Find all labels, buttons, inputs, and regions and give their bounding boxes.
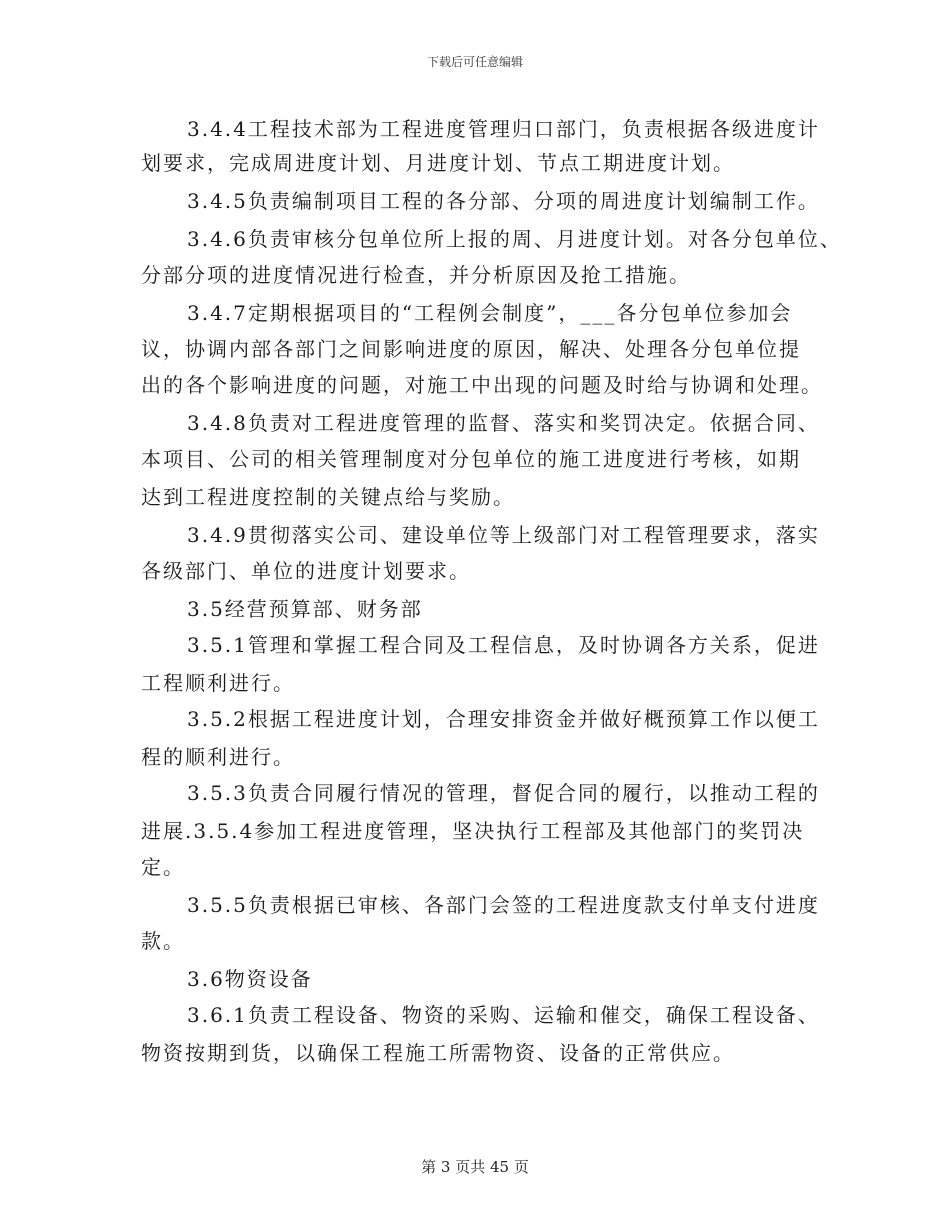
text-line: 进展.3.5.4参加工程进度管理，坚决执行工程部及其他部门的奖罚决 <box>141 819 805 843</box>
text-line: 本项目、公司的相关管理制度对分包单位的施工进度进行考核，如期 <box>141 447 801 471</box>
text-line: 出的各个影响进度的问题，对施工中出现的问题及时给与协调和处理。 <box>141 373 823 397</box>
text-line: 3.4.9贯彻落实公司、建设单位等上级部门对工程管理要求，落实 <box>187 523 820 547</box>
text-line: 达到工程进度控制的关键点给与奖励。 <box>141 485 515 509</box>
text-line: 划要求，完成周进度计划、月进度计划、节点工期进度计划。 <box>141 151 735 175</box>
text-line: 3.4.4工程技术部为工程进度管理归口部门，负责根据各级进度计 <box>187 117 820 141</box>
section-heading: 3.6物资设备 <box>187 967 313 991</box>
text-line: 3.5.2根据工程进度计划，合理安排资金并做好概预算工作以便工 <box>187 707 820 731</box>
text-line: 3.4.8负责对工程进度管理的监督、落实和奖罚决定。依据合同、 <box>187 411 820 435</box>
text-line: 议，协调内部各部门之间影响进度的原因，解决、处理各分包单位提 <box>141 337 801 361</box>
text-line: 程的顺利进行。 <box>141 745 295 769</box>
text-line: 3.5.1管理和掌握工程合同及工程信息，及时协调各方关系，促进 <box>187 633 820 657</box>
text-line: 3.6.1负责工程设备、物资的采购、运输和催交，确保工程设备、 <box>187 1003 820 1027</box>
text-line: 3.4.7定期根据项目的“工程例会制度”，___各分包单位参加会 <box>187 301 793 325</box>
page-header: 下载后可任意编辑 <box>426 55 523 69</box>
text-line: 各级部门、单位的进度计划要求。 <box>141 559 471 583</box>
section-heading: 3.5经营预算部、财务部 <box>187 597 423 621</box>
text-line: 款。 <box>141 929 185 953</box>
text-line: 分部分项的进度情况进行检查，并分析原因及抢工措施。 <box>141 263 691 287</box>
text-line: 3.4.5负责编制项目工程的各分部、分项的周进度计划编制工作。 <box>187 189 820 213</box>
text-line: 3.5.5负责根据已审核、各部门会签的工程进度款支付单支付进度 <box>187 893 820 917</box>
text-line: 3.5.3负责合同履行情况的管理，督促合同的履行，以推动工程的 <box>187 781 820 805</box>
text-line: 3.4.6负责审核分包单位所上报的周、月进度计划。对各分包单位、 <box>187 227 842 251</box>
text-line: 工程顺利进行。 <box>141 671 295 695</box>
page-number-footer: 第 3 页共 45 页 <box>421 1158 529 1176</box>
text-line: 物资按期到货，以确保工程施工所需物资、设备的正常供应。 <box>141 1041 735 1065</box>
text-line: 定。 <box>141 855 185 879</box>
